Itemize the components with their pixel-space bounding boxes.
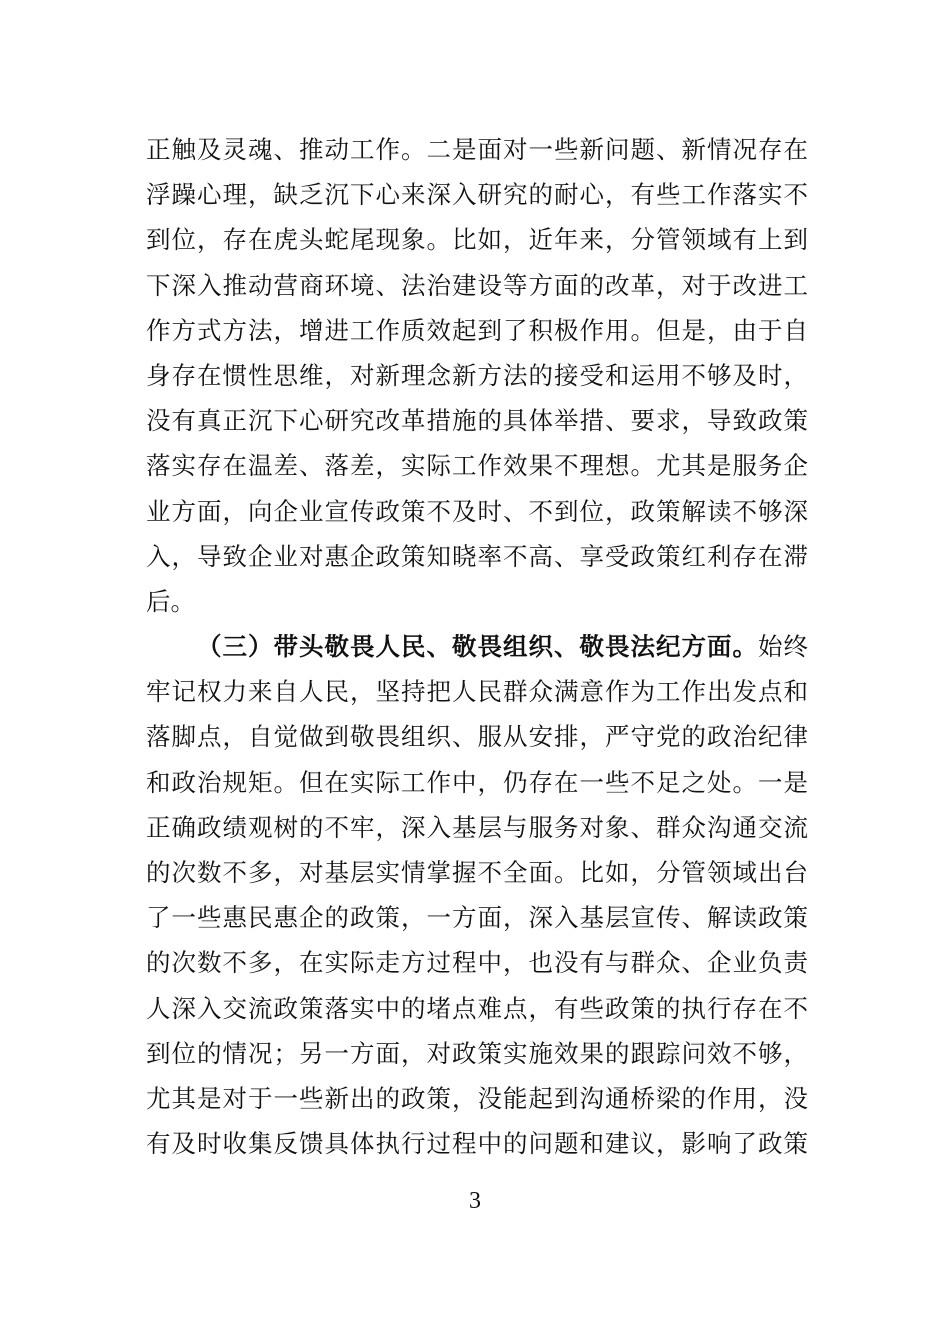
text-line: 的次数不多，在实际走方过程中，也没有与群众、企业负责 [146, 948, 808, 978]
text-line: 到位的情况；另一方面，对政策实施效果的跟踪问效不够， [146, 1038, 808, 1068]
page-number: 3 [469, 1188, 481, 1214]
text-line: 浮躁心理，缺乏沉下心来深入研究的耐心，有些工作落实不 [146, 180, 808, 210]
text-line: 落实存在温差、落差，实际工作效果不理想。尤其是服务企 [146, 451, 808, 481]
text-line: 业方面，向企业宣传政策不及时、不到位，政策解读不够深 [146, 496, 808, 526]
text-line: 有及时收集反馈具体执行过程中的问题和建议，影响了政策 [146, 1129, 808, 1159]
section-heading: （三）带头敬畏人民、敬畏组织、敬畏法纪方面。 [197, 632, 758, 662]
text-line: 身存在惯性思维，对新理念新方法的接受和运用不够及时， [146, 360, 808, 390]
text-line: 牢记权力来自人民，坚持把人民群众满意作为工作出发点和 [146, 677, 808, 707]
text-line: 没有真正沉下心研究改革措施的具体举措、要求，导致政策 [146, 406, 808, 436]
text-line: 人深入交流政策落实中的堵点难点，有些政策的执行存在不 [146, 993, 808, 1023]
text-line: 落脚点，自觉做到敬畏组织、服从安排，严守党的政治纪律 [146, 722, 808, 752]
text-line: 的次数不多，对基层实情掌握不全面。比如，分管领域出台 [146, 858, 808, 887]
text-line: 了一些惠民惠企的政策，一方面，深入基层宣传、解读政策 [146, 903, 808, 933]
section-heading-line [146, 624, 808, 669]
text-line: 作方式方法，增进工作质效起到了积极作用。但是，由于自 [146, 315, 808, 345]
text-line: 尤其是对于一些新出的政策，没能起到沟通桥梁的作用，没 [146, 1083, 808, 1113]
body-text [146, 127, 808, 1166]
text-line: 到位，存在虎头蛇尾现象。比如，近年来，分管领域有上到 [146, 225, 808, 255]
text-line: 正触及灵魂、推动工作。二是面对一些新问题、新情况存在 [146, 135, 808, 164]
text-line: 入，导致企业对惠企政策知晓率不高、享受政策红利存在滞 [146, 541, 808, 571]
text-line: 正确政绩观树的不牢，深入基层与服务对象、群众沟通交流 [146, 812, 808, 842]
text-line: 和政治规矩。但在实际工作中，仍存在一些不足之处。一是 [146, 767, 808, 797]
section-heading-continuation: 始终 [758, 632, 808, 662]
text-line: 下深入推动营商环境、法治建设等方面的改革，对于改进工 [146, 270, 808, 300]
text-line: 后。 [146, 586, 195, 616]
